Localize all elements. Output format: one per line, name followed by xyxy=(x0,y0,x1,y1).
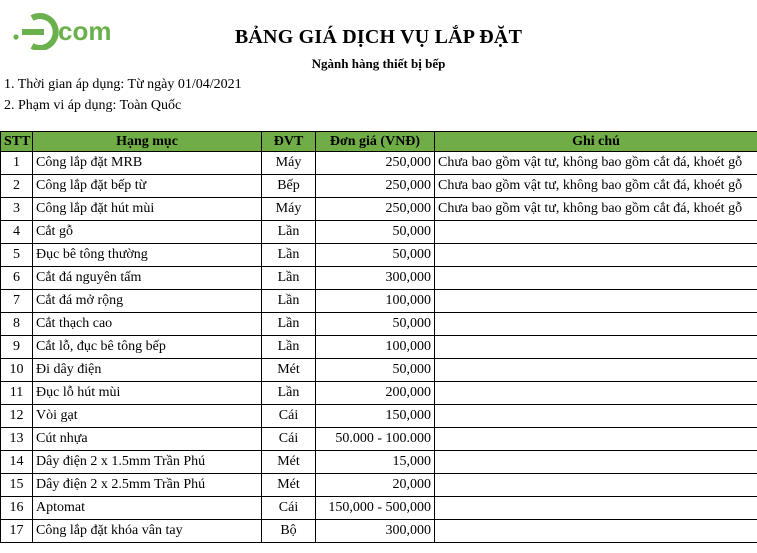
cell-price: 250,000 xyxy=(316,175,435,198)
cell-unit: Lần xyxy=(262,336,316,359)
cell-note xyxy=(435,267,757,290)
cell-stt: 16 xyxy=(1,497,33,520)
note-scope: 2. Phạm vi áp dụng: Toàn Quốc xyxy=(4,98,182,113)
cell-unit: Mét xyxy=(262,474,316,497)
cell-unit: Máy xyxy=(262,152,316,175)
cell-unit: Lần xyxy=(262,382,316,405)
cell-price: 250,000 xyxy=(316,152,435,175)
table-row xyxy=(1,221,757,244)
cell-unit: Lần xyxy=(262,244,316,267)
cell-note xyxy=(435,313,757,336)
table-row xyxy=(1,267,757,290)
col-header-stt: STT xyxy=(1,132,33,152)
table-row xyxy=(1,336,757,359)
cell-unit: Cái xyxy=(262,497,316,520)
cell-item: Công lắp đặt bếp từ xyxy=(33,175,262,198)
cell-note xyxy=(435,428,757,451)
table-row xyxy=(1,290,757,313)
table-row xyxy=(1,244,757,267)
cell-price: 50,000 xyxy=(316,221,435,244)
cell-note xyxy=(435,405,757,428)
cell-item: Vòi gạt xyxy=(33,405,262,428)
table-header-row xyxy=(1,132,757,152)
cell-stt: 1 xyxy=(1,152,33,175)
table-row xyxy=(1,474,757,497)
cell-price: 300,000 xyxy=(316,520,435,543)
cell-stt: 8 xyxy=(1,313,33,336)
cell-price: 20,000 xyxy=(316,474,435,497)
cell-unit: Mét xyxy=(262,359,316,382)
cell-unit: Bếp xyxy=(262,175,316,198)
cell-price: 150,000 - 500,000 xyxy=(316,497,435,520)
cell-stt: 13 xyxy=(1,428,33,451)
cell-price: 50,000 xyxy=(316,313,435,336)
cell-stt: 17 xyxy=(1,520,33,543)
cell-price: 100,000 xyxy=(316,290,435,313)
cell-price: 15,000 xyxy=(316,451,435,474)
cell-price: 50.000 - 100.000 xyxy=(316,428,435,451)
cell-stt: 7 xyxy=(1,290,33,313)
cell-item: Cắt đá mở rộng xyxy=(33,290,262,313)
cell-item: Công lắp đặt hút mùi xyxy=(33,198,262,221)
cell-stt: 14 xyxy=(1,451,33,474)
price-table-body xyxy=(1,152,757,543)
note-effective-date: 1. Thời gian áp dụng: Từ ngày 01/04/2021 xyxy=(4,77,242,92)
cell-price: 50,000 xyxy=(316,359,435,382)
cell-price: 200,000 xyxy=(316,382,435,405)
cell-unit: Cái xyxy=(262,428,316,451)
cell-note: Chưa bao gồm vật tư, không bao gồm cắt đá, khoét gỗ xyxy=(435,152,757,175)
cell-stt: 11 xyxy=(1,382,33,405)
cell-note xyxy=(435,474,757,497)
price-table xyxy=(0,131,757,543)
cell-unit: Cái xyxy=(262,405,316,428)
cell-item: Đi dây điện xyxy=(33,359,262,382)
table-row xyxy=(1,175,757,198)
cell-item: Đục lỗ hút mùi xyxy=(33,382,262,405)
table-row xyxy=(1,152,757,175)
cell-unit: Mét xyxy=(262,451,316,474)
table-row xyxy=(1,451,757,474)
cell-item: Cắt đá nguyên tấm xyxy=(33,267,262,290)
col-header-price: Đơn giá (VNĐ) xyxy=(316,132,435,152)
table-row xyxy=(1,428,757,451)
cell-stt: 4 xyxy=(1,221,33,244)
table-row xyxy=(1,359,757,382)
page-title: BẢNG GIÁ DỊCH VỤ LẮP ĐẶT xyxy=(234,26,523,48)
cell-item: Công lắp đặt khóa vân tay xyxy=(33,520,262,543)
cell-note xyxy=(435,520,757,543)
table-row xyxy=(1,497,757,520)
table-row xyxy=(1,520,757,543)
cell-item: Cắt lỗ, đục bê tông bếp xyxy=(33,336,262,359)
cell-stt: 6 xyxy=(1,267,33,290)
cell-item: Dây điện 2 x 2.5mm Trần Phú xyxy=(33,474,262,497)
cell-stt: 10 xyxy=(1,359,33,382)
table-row xyxy=(1,313,757,336)
cell-note xyxy=(435,244,757,267)
cell-note xyxy=(435,221,757,244)
brand-logo-text: com xyxy=(58,16,112,46)
cell-unit: Lần xyxy=(262,221,316,244)
cell-item: Cút nhựa xyxy=(33,428,262,451)
cell-price: 100,000 xyxy=(316,336,435,359)
cell-note xyxy=(435,336,757,359)
cell-item: Aptomat xyxy=(33,497,262,520)
cell-stt: 12 xyxy=(1,405,33,428)
cell-unit: Lần xyxy=(262,313,316,336)
cell-stt: 5 xyxy=(1,244,33,267)
table-row xyxy=(1,405,757,428)
col-header-note: Ghi chú xyxy=(435,132,757,152)
cell-stt: 15 xyxy=(1,474,33,497)
col-header-item: Hạng mục xyxy=(33,132,262,152)
table-row xyxy=(1,382,757,405)
cell-stt: 2 xyxy=(1,175,33,198)
cell-unit: Máy xyxy=(262,198,316,221)
cell-price: 50,000 xyxy=(316,244,435,267)
table-row xyxy=(1,198,757,221)
cell-stt: 9 xyxy=(1,336,33,359)
cell-note xyxy=(435,290,757,313)
cell-note xyxy=(435,359,757,382)
cell-note xyxy=(435,497,757,520)
cell-note xyxy=(435,451,757,474)
cell-price: 300,000 xyxy=(316,267,435,290)
cell-price: 250,000 xyxy=(316,198,435,221)
cell-note: Chưa bao gồm vật tư, không bao gồm cắt đá, khoét gỗ xyxy=(435,175,757,198)
cell-unit: Lần xyxy=(262,267,316,290)
cell-price: 150,000 xyxy=(316,405,435,428)
cell-item: Cắt thạch cao xyxy=(33,313,262,336)
cell-item: Cắt gỗ xyxy=(33,221,262,244)
page-subtitle: Ngành hàng thiết bị bếp xyxy=(311,56,446,71)
col-header-unit: ĐVT xyxy=(262,132,316,152)
cell-item: Dây điện 2 x 1.5mm Trần Phú xyxy=(33,451,262,474)
cell-note xyxy=(435,382,757,405)
cell-item: Công lắp đặt MRB xyxy=(33,152,262,175)
cell-item: Đục bê tông thường xyxy=(33,244,262,267)
cell-note: Chưa bao gồm vật tư, không bao gồm cắt đá, khoét gỗ xyxy=(435,198,757,221)
cell-unit: Lần xyxy=(262,290,316,313)
cell-stt: 3 xyxy=(1,198,33,221)
cell-unit: Bộ xyxy=(262,520,316,543)
